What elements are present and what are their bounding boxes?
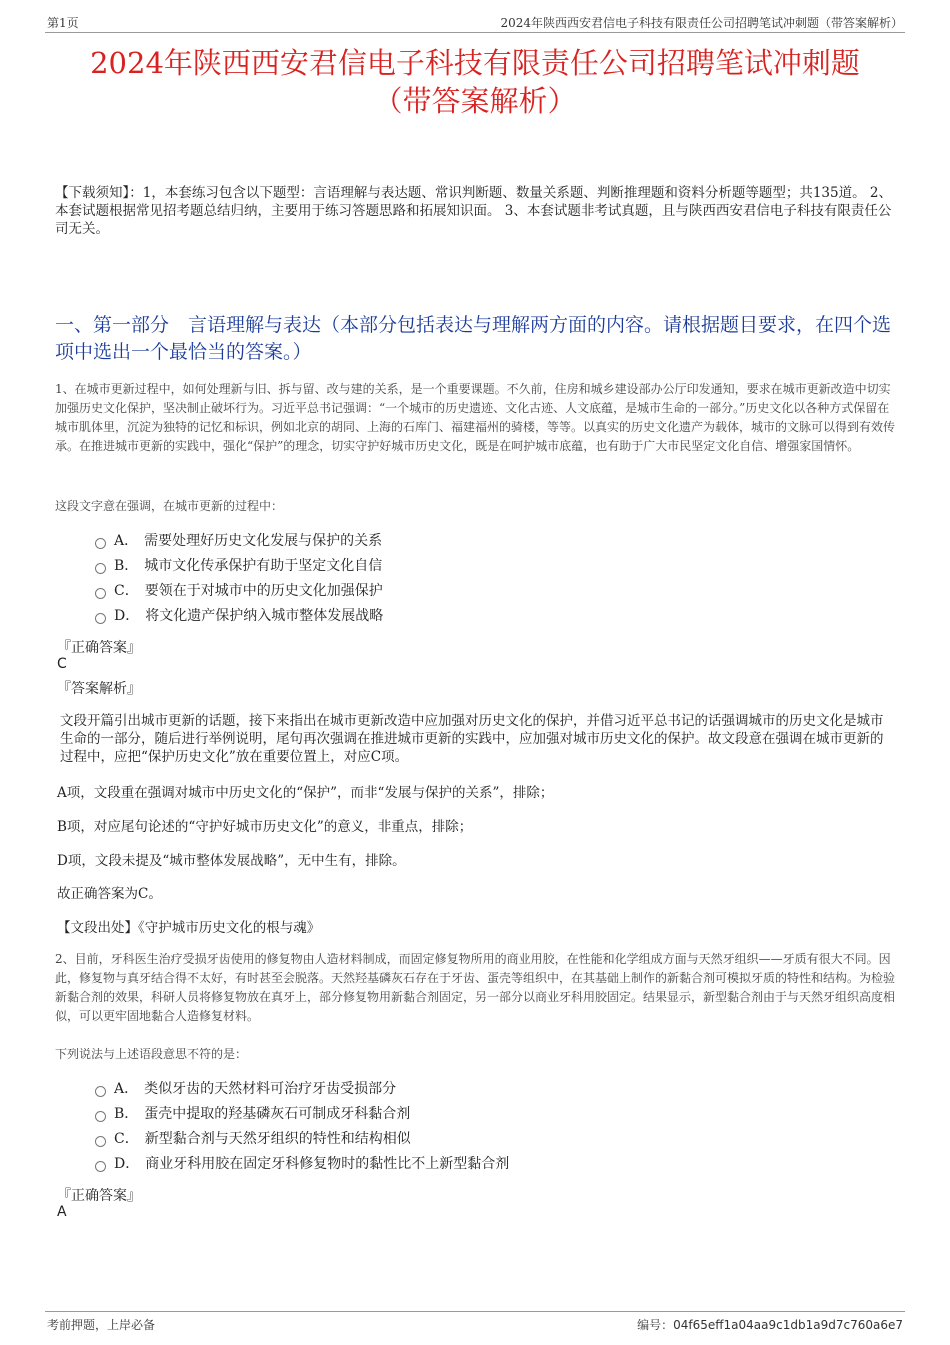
option-letter: C． (114, 1131, 139, 1147)
analysis-line-b: B项，对应尾句论述的“守护好城市历史文化”的意义，非重点，排除； (57, 819, 473, 835)
code-value: 04f65eff1a04aa9c1db1a9d7c760a6e7 (673, 1318, 903, 1332)
question-1-passage: 1、在城市更新过程中，如何处理新与旧、拆与留、改与建的关系，是一个重要课题。不久前，住房和城乡建设部办公厅印发通知，要求在城市更新改造中切实加强历史文化保护，坚决制止破坏行为。习近平总书记强调：“一个城市的历史遗迹、文化古迹、人文底蕴，是城市生命的一部分。”历史文化以各种方式保留在城市肌体里，沉淀为独特的记忆和标识，例如北京的胡同、上海的石库门、福建福州的骑楼，等等。以真实的历史文化遗产为载体，城市的文脉可以得到有效传承。在推进城市更新的实践中，强化“保护”的理念，切实守护好城市历史文化，既是在呵护城市底蕴，也有助于广大市民坚定文化自信、增强家国情怀。 (55, 382, 896, 453)
option-text: 商业牙科用胶在固定牙科修复物时的黏性比不上新型黏合剂 (145, 1156, 510, 1172)
header-doc-title: 2024年陕西西安君信电子科技有限责任公司招聘笔试冲刺题（带答案解析） (500, 16, 903, 30)
option-letter: D． (114, 608, 140, 624)
radio-icon[interactable] (95, 538, 106, 549)
question-1-options (95, 529, 875, 629)
option-a[interactable] (95, 1077, 875, 1102)
option-letter: B． (114, 558, 139, 574)
option-letter: A． (114, 1081, 139, 1097)
option-b[interactable] (95, 1102, 875, 1127)
option-c[interactable] (95, 1127, 875, 1152)
analysis-label: 『答案解析』 (57, 681, 141, 697)
answer-value: C (57, 656, 67, 672)
option-a[interactable] (95, 529, 875, 554)
question-2-stem: 下列说法与上述语段意思不符的是： (55, 1047, 248, 1061)
radio-icon[interactable] (95, 1136, 106, 1147)
analysis-line-a: A项，文段重在强调对城市中历史文化的“保护”，而非“发展与保护的关系”，排除； (57, 785, 554, 801)
option-text: 要领在于对城市中的历史文化加强保护 (144, 583, 383, 599)
option-letter: A． (114, 533, 139, 549)
option-d[interactable] (95, 604, 875, 629)
question-2-options (95, 1077, 875, 1177)
option-text: 将文化遗产保护纳入城市整体发展战略 (145, 608, 384, 624)
option-letter: B． (114, 1106, 139, 1122)
analysis-text: 文段开篇引出城市更新的话题，接下来指出在城市更新改造中应加强对历史文化的保护，并借习近平总书记的话强调城市的历史文化是城市生命的一部分，随后进行举例说明，尾句再次强调在推进城市更新的实践中，应加强对城市历史文化的保护。故文段意在强调在城市更新的过程中，应把“保护历史文化”放在重要位置上，对应C项。 (60, 713, 884, 765)
option-letter: C． (114, 583, 139, 599)
download-notice: 【下载须知】：1，本套练习包含以下题型：言语理解与表达题、常识判断题、数量关系题、判断推理题和资料分析题等题型；共135道。 2、本套试题根据常见招考题总结归纳，主要用于练习答题思路和拓展知识面。 3、本套试题非考试真题，且与陕西西安君信电子科技有限责任公司无关。 (55, 185, 892, 237)
page-footer (45, 1311, 905, 1336)
option-letter: D． (114, 1156, 140, 1172)
title-line-2: （带答案解析） (373, 84, 577, 118)
section-heading: 一、第一部分 言语理解与表达（本部分包括表达与理解两方面的内容。请根据题目要求，在四个选项中选出一个最恰当的答案。） (55, 314, 892, 363)
option-text: 城市文化传承保护有助于坚定文化自信 (144, 558, 383, 574)
radio-icon[interactable] (95, 1161, 106, 1172)
radio-icon[interactable] (95, 563, 106, 574)
option-c[interactable] (95, 579, 875, 604)
answer-label: 『正确答案』 (57, 640, 141, 656)
answer-label: 『正确答案』 (57, 1188, 141, 1204)
title-line-1: 2024年陕西西安君信电子科技有限责任公司招聘笔试冲刺题 (90, 46, 860, 80)
passage-source: 【文段出处】《守护城市历史文化的根与魂》 (57, 920, 321, 936)
analysis-conclusion: 故正确答案为C。 (57, 886, 162, 902)
answer-value: A (57, 1204, 67, 1220)
option-b[interactable] (95, 554, 875, 579)
radio-icon[interactable] (95, 613, 106, 624)
question-2-passage: 2、目前，牙科医生治疗受损牙齿使用的修复物由人造材料制成，而固定修复物所用的商业用胶，在性能和化学组成方面与天然牙组织——牙质有很大不同。因此，修复物与真牙结合得不太好，有时甚至会脱落。天然羟基磷灰石存在于牙齿、蛋壳等组织中，在其基础上制作的新黏合剂可模拟牙质的特性和结构。为检验新黏合剂的效果，科研人员将修复物放在真牙上，部分修复物用新黏合剂固定，另一部分以商业牙科用胶固定。结果显示，新型黏合剂由于与天然牙组织高度相似，可以更牢固地黏合人造修复材料。 (55, 952, 896, 1023)
page-header (45, 10, 905, 33)
page-number: 第1页 (47, 16, 79, 30)
analysis-line-d: D项，文段未提及“城市整体发展战略”，无中生有，排除。 (57, 853, 406, 869)
radio-icon[interactable] (95, 1086, 106, 1097)
option-text: 类似牙齿的天然材料可治疗牙齿受损部分 (144, 1081, 397, 1097)
option-text: 需要处理好历史文化发展与保护的关系 (144, 533, 383, 549)
option-d[interactable] (95, 1152, 875, 1177)
footer-slogan: 考前押题，上岸必备 (47, 1318, 156, 1332)
document-title (40, 44, 910, 120)
footer-code (637, 1316, 903, 1333)
radio-icon[interactable] (95, 1111, 106, 1122)
code-label: 编号： (637, 1318, 674, 1332)
option-text: 新型黏合剂与天然牙组织的特性和结构相似 (144, 1131, 411, 1147)
option-text: 蛋壳中提取的羟基磷灰石可制成牙科黏合剂 (144, 1106, 411, 1122)
question-1-stem: 这段文字意在强调，在城市更新的过程中： (55, 499, 284, 513)
radio-icon[interactable] (95, 588, 106, 599)
